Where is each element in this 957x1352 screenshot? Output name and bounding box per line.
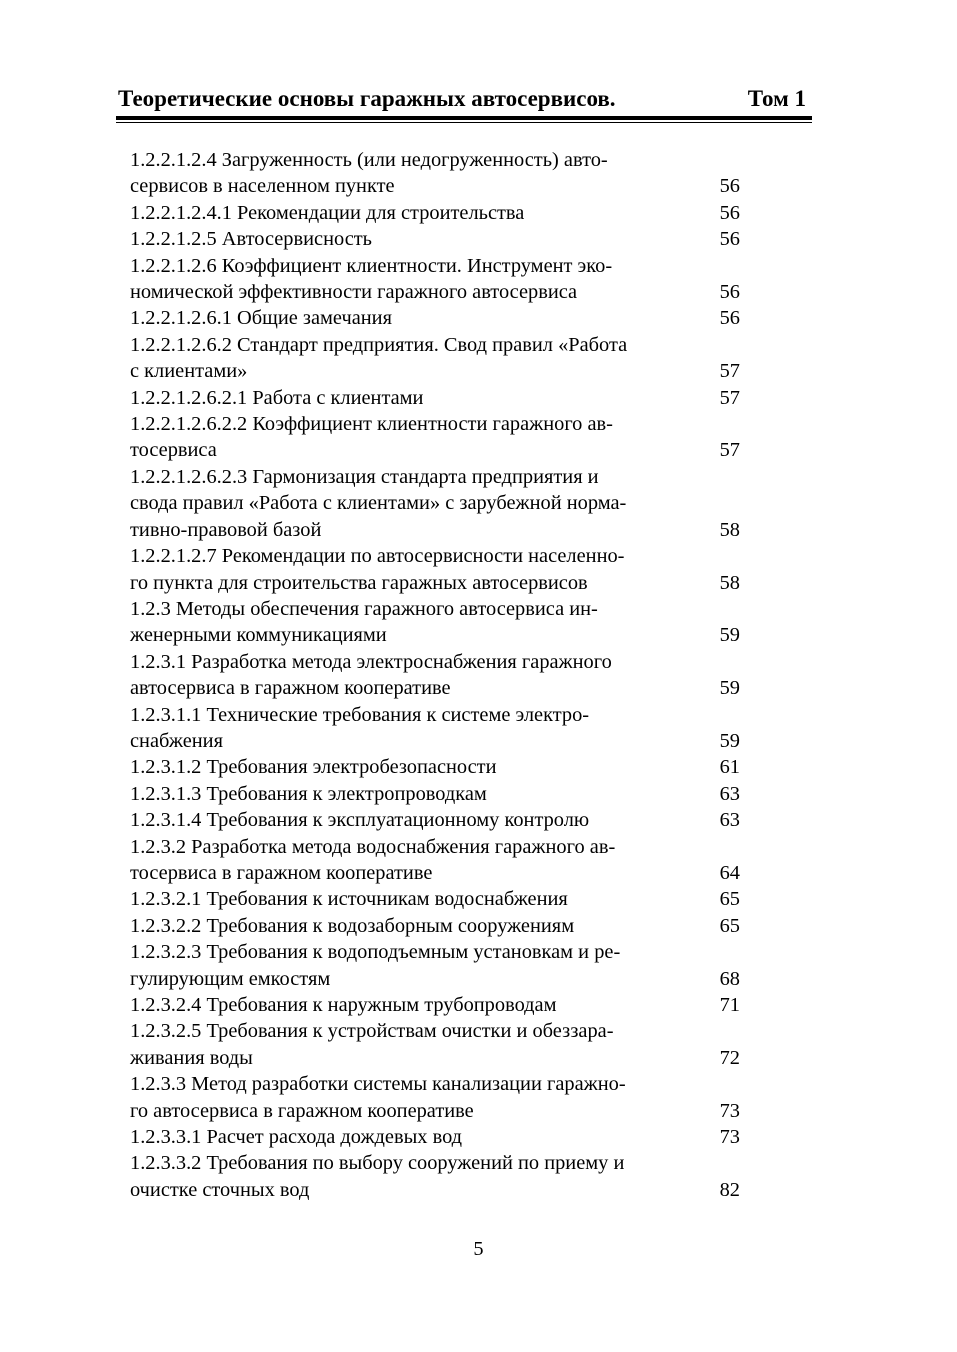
toc-entry[interactable] xyxy=(130,1071,750,1124)
toc-entry-text-line: 1.2.2.1.2.6.1 Общие замечания xyxy=(130,307,392,330)
toc-entry[interactable] xyxy=(130,781,750,807)
toc-entry[interactable] xyxy=(130,1018,750,1071)
toc-entry-page: 61 xyxy=(719,756,740,779)
toc-entry-page: 63 xyxy=(719,809,740,832)
toc-entry-text-line: женерными коммуникациями xyxy=(130,624,387,647)
toc-entry-page: 57 xyxy=(719,360,740,383)
toc-entry[interactable] xyxy=(130,385,750,411)
toc-entry-text-line: 1.2.2.1.2.6 Коэффициент клиентности. Инструмент эко- xyxy=(130,254,613,277)
toc-entry[interactable] xyxy=(130,1124,750,1150)
toc-entry[interactable] xyxy=(130,464,750,543)
page-number: 5 xyxy=(473,1238,484,1260)
toc-entry-text-line: 1.2.3.3 Метод разработки системы канализации гаражно- xyxy=(130,1073,626,1096)
toc-entry[interactable] xyxy=(130,332,750,385)
toc-entry[interactable] xyxy=(130,992,750,1018)
book-title: Теоретические основы гаражных автосервисов. xyxy=(118,86,616,111)
toc-entry-page: 57 xyxy=(719,439,740,462)
toc-entry-text-line: сервисов в населенном пункте xyxy=(130,175,395,198)
toc-entry-page: 56 xyxy=(719,175,740,198)
toc-entry-page: 65 xyxy=(719,914,740,937)
toc-entry[interactable] xyxy=(130,543,750,596)
toc-entry-text-line: снабжения xyxy=(130,729,223,752)
toc-entry[interactable] xyxy=(130,649,750,702)
toc-entry-page: 59 xyxy=(719,624,740,647)
toc-entry-text-line: тосервиса xyxy=(130,439,217,462)
toc-entry-text-line: номической эффективности гаражного автосервиса xyxy=(130,281,578,304)
toc-entry-text-line: живания воды xyxy=(130,1046,253,1069)
toc-entry-page: 64 xyxy=(719,861,740,884)
toc-entry-text-line: го автосервиса в гаражном кооперативе xyxy=(130,1099,474,1122)
toc-entry-text-line: 1.2.3.1.1 Технические требования к системе электро- xyxy=(130,703,590,726)
toc-entry-text-line: 1.2.2.1.2.4 Загруженность (или недогруженность) авто- xyxy=(130,149,608,171)
toc-entry-page: 56 xyxy=(719,201,740,224)
toc-entry-page: 82 xyxy=(719,1178,740,1201)
toc-entry[interactable] xyxy=(130,411,750,464)
toc-entry[interactable] xyxy=(130,913,750,939)
toc-entry-text-line: тосервиса в гаражном кооперативе xyxy=(130,861,433,884)
toc-entry-page: 57 xyxy=(719,386,740,409)
toc-entry[interactable] xyxy=(130,834,750,887)
toc-entry-page: 56 xyxy=(719,307,740,330)
toc-entry-page: 58 xyxy=(719,571,740,594)
toc-entry-text-line: 1.2.3.2.1 Требования к источникам водоснабжения xyxy=(130,888,568,911)
table-of-contents xyxy=(130,147,750,1203)
toc-entry-text-line: 1.2.3 Методы обеспечения гаражного автосервиса ин- xyxy=(130,597,598,620)
toc-entry-text-line: автосервиса в гаражном кооперативе xyxy=(130,677,451,700)
toc-entry-text-line: гулирующим емкостям xyxy=(130,967,331,990)
toc-entry-text-line: 1.2.3.3.1 Расчет расхода дождевых вод xyxy=(130,1126,463,1149)
toc-entry-text-line: 1.2.3.1.3 Требования к электропроводкам xyxy=(130,782,487,805)
toc-entry-page: 72 xyxy=(719,1046,740,1069)
volume-label: Том 1 xyxy=(747,86,806,111)
toc-entry-text-line: 1.2.2.1.2.6.2 Стандарт предприятия. Свод правил «Работа xyxy=(130,333,628,356)
toc-entry-text-line: 1.2.3.2.4 Требования к наружным трубопроводам xyxy=(130,994,557,1016)
toc-entry-page: 56 xyxy=(719,228,740,251)
toc-entry-text-line: тивно-правовой базой xyxy=(130,518,322,541)
toc-entry-page: 68 xyxy=(719,967,740,990)
toc-entry-text-line: 1.2.2.1.2.4.1 Рекомендации для строительства xyxy=(130,201,525,224)
toc-entry[interactable] xyxy=(130,939,750,992)
toc-entry-text-line: 1.2.2.1.2.6.2.2 Коэффициент клиентности гаражного ав- xyxy=(130,413,613,436)
toc-entry-page: 58 xyxy=(719,518,740,541)
toc-entry-page: 71 xyxy=(719,994,740,1016)
toc-entry-text-line: 1.2.3.2.5 Требования к устройствам очистки и обеззара- xyxy=(130,1020,614,1043)
toc-entry[interactable] xyxy=(130,1150,750,1203)
toc-entry-text-line: 1.2.3.1 Разработка метода электроснабжения гаражного xyxy=(130,650,612,673)
toc-entry-text-line: 1.2.3.2.2 Требования к водозаборным сооружениям xyxy=(130,914,575,937)
header-rule-thin xyxy=(116,122,812,123)
toc-entry[interactable] xyxy=(130,754,750,780)
toc-entry-text-line: очистке сточных вод xyxy=(130,1178,310,1201)
toc-entry-text-line: 1.2.3.3.2 Требования по выбору сооружений по приему и xyxy=(130,1152,625,1175)
running-header xyxy=(116,86,810,118)
toc-entry-text-line: 1.2.2.1.2.7 Рекомендации по автосервисности населенно- xyxy=(130,545,625,568)
toc-entry[interactable] xyxy=(130,596,750,649)
toc-entry[interactable] xyxy=(130,147,750,200)
toc-entry-page: 59 xyxy=(719,729,740,752)
toc-entry-text-line: 1.2.3.2.3 Требования к водоподъемным установкам и ре- xyxy=(130,941,621,964)
toc-entry-page: 63 xyxy=(719,782,740,805)
toc-entry-text-line: 1.2.3.1.4 Требования к эксплуатационному контролю xyxy=(130,809,590,832)
header-rule-thick xyxy=(116,116,812,120)
toc-entry[interactable] xyxy=(130,702,750,755)
toc-entry[interactable] xyxy=(130,886,750,912)
toc-entry-text-line: свода правил «Работа с клиентами» с зарубежной норма- xyxy=(130,492,627,515)
toc-entry-text-line: с клиентами» xyxy=(130,360,248,383)
toc-entry-page: 59 xyxy=(719,677,740,700)
toc-entry-text-line: 1.2.3.1.2 Требования электробезопасности xyxy=(130,756,497,779)
toc-entry-text-line: 1.2.3.2 Разработка метода водоснабжения гаражного ав- xyxy=(130,835,616,858)
toc-entry-text-line: 1.2.2.1.2.5 Автосервисность xyxy=(130,228,372,251)
toc-entry[interactable] xyxy=(130,253,750,306)
toc-entry-page: 56 xyxy=(719,281,740,304)
toc-entry-text-line: 1.2.2.1.2.6.2.1 Работа с клиентами xyxy=(130,386,424,409)
toc-entry[interactable] xyxy=(130,226,750,252)
toc-entry[interactable] xyxy=(130,200,750,226)
toc-entry-text-line: го пункта для строительства гаражных автосервисов xyxy=(130,571,588,594)
toc-entry-page: 73 xyxy=(719,1099,740,1122)
toc-entry-page: 73 xyxy=(719,1126,740,1149)
toc-entry-page: 65 xyxy=(719,888,740,911)
toc-entry[interactable] xyxy=(130,305,750,331)
toc-entry-text-line: 1.2.2.1.2.6.2.3 Гармонизация стандарта предприятия и xyxy=(130,465,599,488)
toc-entry[interactable] xyxy=(130,807,750,833)
